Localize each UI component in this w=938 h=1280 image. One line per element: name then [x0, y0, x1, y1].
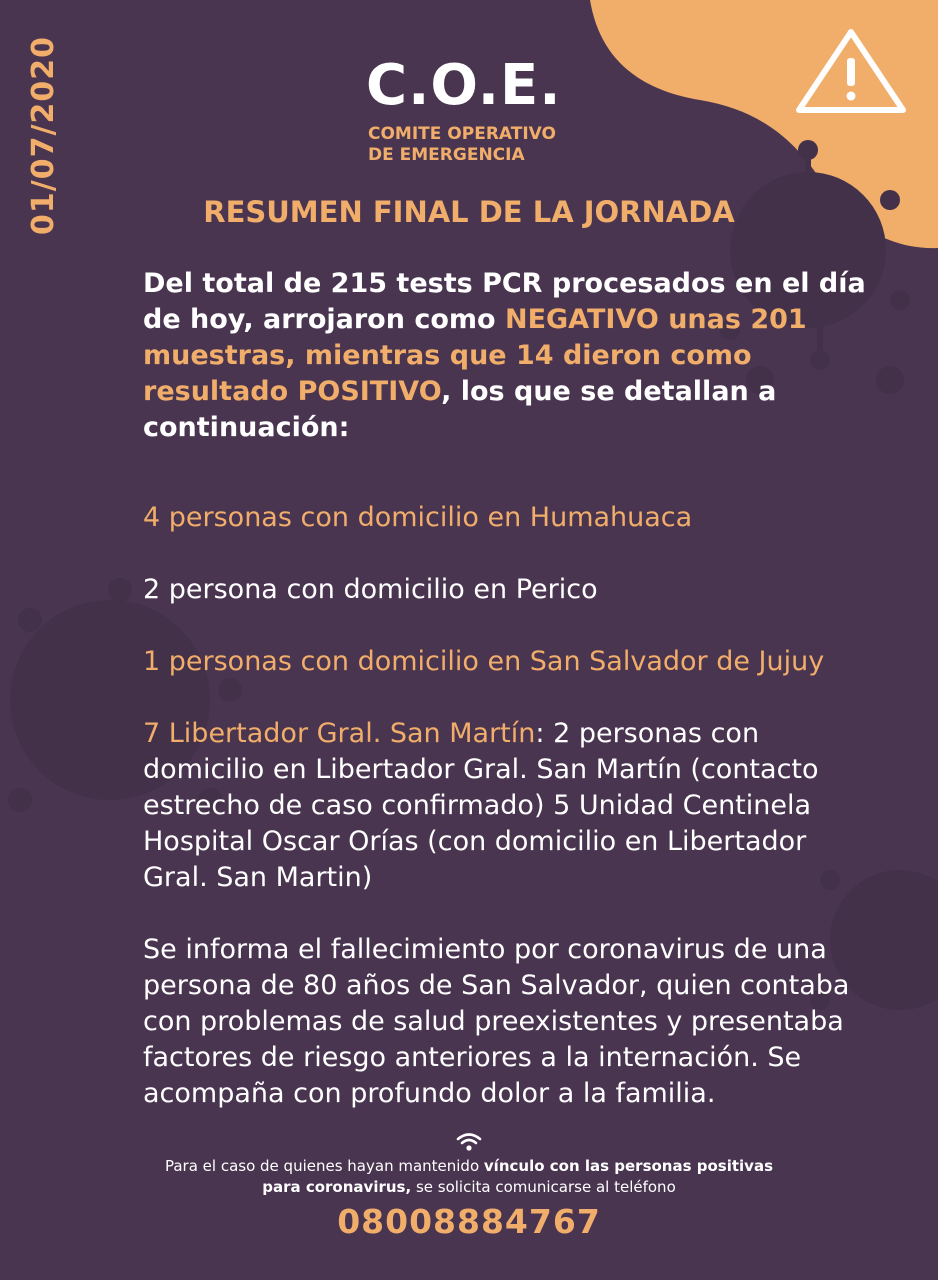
- death-notice: Se informa el fallecimiento por coronavirus de una persona de 80 años de San Salvador, quien contaba con problemas de salud preexistentes y presentaba factores de riesgo anteriores a la internación. Se acompaña con profundo dolor a la familia.: [143, 934, 850, 1109]
- coe-logo: [366, 54, 576, 166]
- logo-subtitle: [366, 124, 576, 166]
- intro-part2: , los que se detallan a continuación:: [143, 376, 777, 443]
- warning-triangle-icon: [795, 28, 907, 114]
- case-perico: 2 persona con domicilio en Perico: [143, 574, 598, 605]
- logo-subtitle-line1: COMITE OPERATIVO: [368, 124, 556, 144]
- case-jujuy: 1 personas con domicilio en San Salvador de Jujuy: [143, 646, 825, 677]
- logo-subtitle-line2: DE EMERGENCIA: [368, 145, 525, 165]
- footer-bold: vínculo con las personas positivas para coronavirus,: [262, 1157, 774, 1196]
- case-libertador: [143, 716, 873, 896]
- case-humahuaca: 4 personas con domicilio en Humahuaca: [143, 502, 693, 533]
- footer-text1: Para el caso de quienes hayan mantenido: [164, 1157, 484, 1175]
- intro-part1: Del total de 215 tests PCR procesados en el día de hoy, arrojaron como: [143, 268, 866, 335]
- case-libertador-detail: : 2 personas con domicilio en Libertador Gral. San Martín (contacto estrecho de caso confirmado) 5 Unidad Centinela Hospital Oscar Orías (con domicilio en Libertador Gral. San Martin): [143, 718, 819, 893]
- case-libertador-label: 7 Libertador Gral. San Martín: [143, 718, 536, 749]
- wifi-icon: [456, 1132, 482, 1152]
- phone-number[interactable]: 08008884767: [337, 1202, 601, 1241]
- report-content: [143, 266, 873, 1112]
- logo-title: C.O.E.: [366, 53, 562, 118]
- intro-highlight: NEGATIVO unas 201 muestras, mientras que 14 dieron como resultado POSITIVO: [143, 304, 807, 407]
- headline: RESUMEN FINAL DE LA JORNADA: [203, 195, 735, 229]
- footer: [0, 1132, 938, 1242]
- intro-paragraph: [143, 266, 873, 446]
- footer-message: [150, 1156, 788, 1198]
- footer-text2: se solicita comunicarse al teléfono: [411, 1178, 676, 1196]
- date-text: 01/07/2020: [25, 35, 61, 235]
